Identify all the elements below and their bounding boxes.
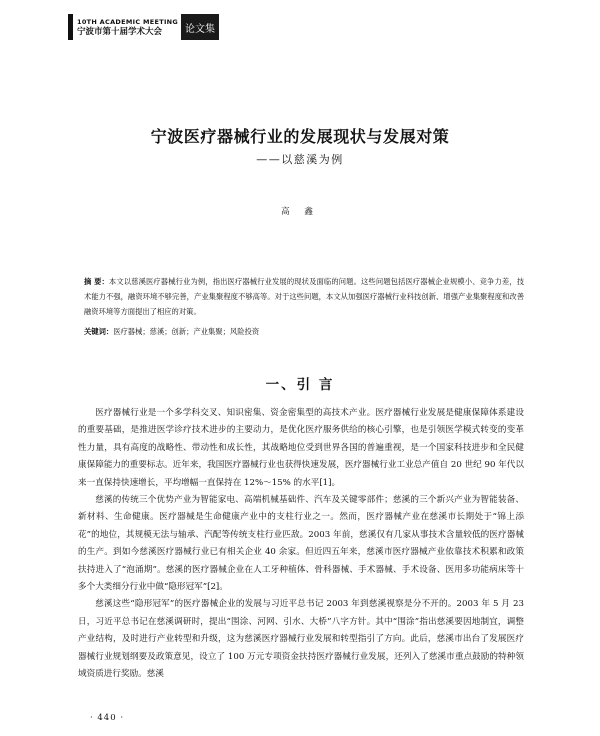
body-text (78, 405, 524, 684)
page-number: · 440 · (90, 713, 125, 723)
header-english: 10TH ACADEMIC MEETING (77, 18, 179, 26)
header-chinese: 宁波市第十届学术大会 (77, 27, 163, 37)
abstract-label: 摘 要： (84, 277, 109, 286)
keywords (84, 324, 524, 339)
paragraph: 慈溪这些“隐形冠军”的医疗器械企业的发展与习近平总书记 2003 年到慈溪视察是分不开的。2003 年 5 月 23 日，习近平总书记在慈溪调研时，提出“围涂、河网、引水、大桥”八字方针。其中“围涂”指出慈溪要因地制宜，调整产业结构，及时进行产业转型和升级，这为慈溪医疗器械行业发展和转型指引了方向。此后，慈溪市出台了发展医疗器械行业规划纲要及政策意见，设立了 100 万元专项资金扶持医疗器械行业发展，还列入了慈溪市重点鼓励的特种领域资质进行奖励。慈溪 (78, 599, 524, 680)
header-badge: 论文集 (181, 14, 219, 40)
header-text-block (77, 14, 178, 40)
article-subtitle: ——以慈溪为例 (256, 153, 344, 166)
keywords-label: 关键词： (84, 327, 114, 336)
paragraph: 医疗器械行业是一个多学科交叉、知识密集、资金密集型的高技术产业。医疗器械行业发展是健康保障体系建设的重要基础，是推进医学诊疗技术进步的主要动力，是优化医疗服务供给的核心引擎，也是引领医学模式转变的变革性力量，具有高度的战略性、带动性和成长性，其战略地位受到世界各国的普遍重视，是一个国家科技进步和全民健康保障能力的重要标志。近年来，我国医疗器械行业也获得快速发展，医疗器械行业工业总产值自 20 世纪 90 年代以来一直保持快速增长，平均增幅一直保持在 12%～15% 的水平[1]。 (78, 408, 524, 488)
abstract-text: 本文以慈溪医疗器械行业为例，指出医疗器械行业发展的现状及面临的问题。这些问题包括医疗器械企业规模小、竞争力差，技术能力不强，融资环境不够完善，产业集聚程度不够高等。对于这些问题，本文从加强医疗器械行业科技创新、增强产业集聚程度和改善融资环境等方面提出了相应的对策。 (84, 277, 524, 316)
article-author: 高 鑫 (281, 207, 319, 217)
abstract (84, 274, 524, 319)
header-bar (68, 14, 73, 40)
keywords-text: 医疗器械；慈溪；创新；产业集聚；风险投资 (113, 327, 260, 336)
paragraph: 慈溪的传统三个优势产业为智能家电、高端机械基础件、汽车及关键零部件；慈溪的三个新兴产业为智能装备、新材料、生命健康。医疗器械是生命健康产业中的支柱行业之一。然而，医疗器械产业在慈溪市长期处于“锦上添花”的地位，其规模无法与轴承、汽配等传统支柱行业匹敌。2003 年前，慈溪仅有几家从事技术含量较低的医疗器械的生产。到如今慈溪医疗器械行业已有相关企业 40 余家。但近四五年来，慈溪市医疗器械产业依靠技术积累和政策扶持进入了“泡涌期”。慈溪的医疗器械企业在人工牙种植体、骨科器械、手术器械、手术设备、医用多功能病床等十多个大类细分行业中做“隐形冠军”[2]。 (78, 495, 524, 593)
article-title: 宁波医疗器械行业的发展现状与发展对策 (150, 127, 450, 146)
section-title: 一、引 言 (265, 377, 335, 393)
journal-header (68, 14, 219, 40)
